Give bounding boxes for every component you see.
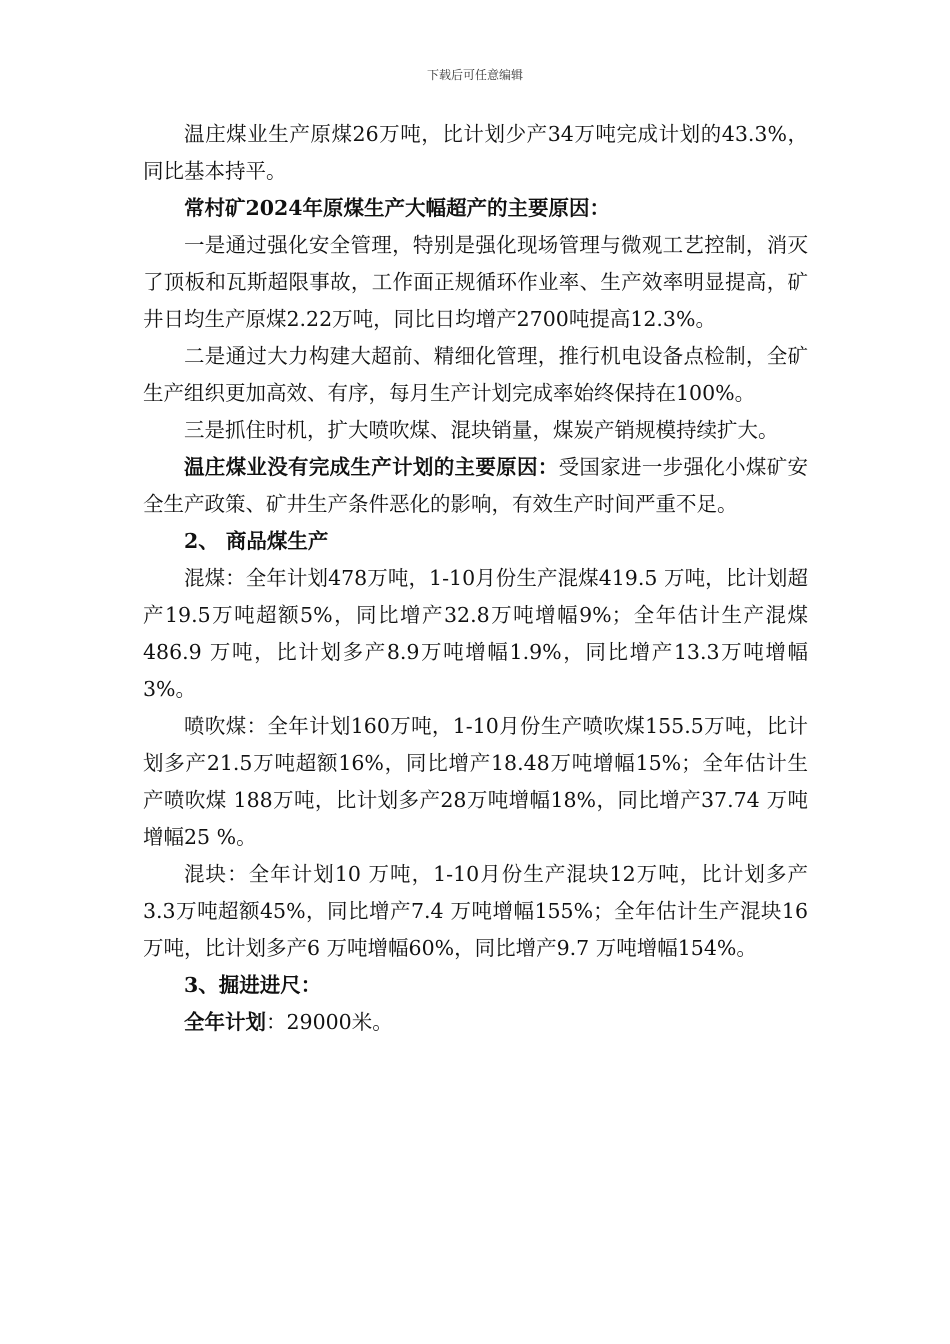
paragraph-mixed-coal: 混煤：全年计划478万吨，1-10月份生产混煤419.5 万吨，比计划超产19.5万吨超额5%，同比增产32.8万吨增幅9%；全年估计生产混煤486.9 万吨，比计划多产8.9万吨增幅1.9%，同比增产13.3万吨增幅3%。 bbox=[143, 566, 808, 701]
paragraph-reason-two: 二是通过大力构建大超前、精细化管理，推行机电设备点检制，全矿生产组织更加高效、有序，每月生产计划完成率始终保持在100%。 bbox=[143, 344, 808, 405]
annual-plan-value: ：29000米。 bbox=[266, 1010, 393, 1034]
paragraph-mixed-lump: 混块：全年计划10 万吨，1-10月份生产混块12万吨，比计划多产3.3万吨超额45%，同比增产7.4 万吨增幅155%；全年估计生产混块16万吨，比计划多产6 万吨增幅60%，同比增产9.7 万吨增幅154%。 bbox=[143, 862, 808, 960]
paragraph-annual-plan bbox=[143, 1004, 808, 1041]
section-heading-commercial-coal: 2、 商品煤生产 bbox=[184, 529, 329, 553]
paragraph-injection-coal: 喷吹煤：全年计划160万吨，1-10月份生产喷吹煤155.5万吨，比计划多产21.5万吨超额16%，同比增产18.48万吨增幅15%；全年估计生产喷吹煤 188万吨，比计划多产28万吨增幅18%，同比增产37.74 万吨增幅25 %。 bbox=[143, 714, 808, 849]
document-body bbox=[143, 116, 808, 1041]
page-header: 下载后可任意编辑 bbox=[426, 68, 523, 82]
annual-plan-label: 全年计划 bbox=[184, 1010, 266, 1034]
wenzhuang-reasons-label: 温庄煤业没有完成生产计划的主要原因： bbox=[184, 455, 559, 479]
paragraph-reason-three: 三是抓住时机，扩大喷吹煤、混块销量，煤炭产销规模持续扩大。 bbox=[184, 418, 779, 442]
section-heading-tunneling: 3、掘进进尺： bbox=[184, 973, 322, 997]
paragraph-wenzhuang-output: 温庄煤业生产原煤26万吨，比计划少产34万吨完成计划的43.3%，同比基本持平。 bbox=[143, 122, 808, 183]
wenzhuang-reasons-text: 受国家进一步强化小煤矿安全生产政策、矿井生产条件恶化的影响，有效生产时间严重不足。 bbox=[143, 455, 809, 516]
paragraph-changcun-reasons-heading: 常村矿2024年原煤生产大幅超产的主要原因： bbox=[184, 196, 611, 220]
paragraph-reason-one: 一是通过强化安全管理，特别是强化现场管理与微观工艺控制，消灭了顶板和瓦斯超限事故，工作面正规循环作业率、生产效率明显提高，矿井日均生产原煤2.22万吨，同比日均增产2700吨提高12.3%。 bbox=[143, 233, 808, 331]
paragraph-wenzhuang-reasons bbox=[143, 449, 808, 523]
